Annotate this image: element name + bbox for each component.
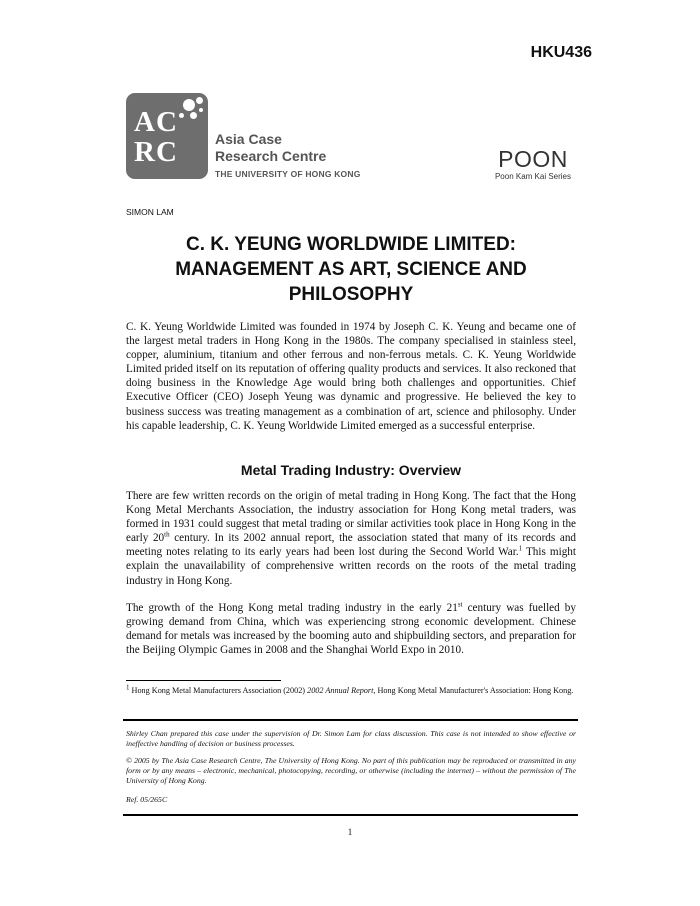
footnote-number: 1: [126, 683, 130, 692]
org-name-line2: Research Centre: [215, 148, 327, 164]
footnote-text: Hong Kong Metal Manufacturers Association (2002): [129, 686, 308, 695]
section-heading: Metal Trading Industry: Overview: [240, 462, 462, 478]
body-paragraph: [126, 489, 576, 588]
footnote: [126, 685, 576, 696]
body-paragraph: [126, 601, 576, 657]
org-name-line1: Asia Case: [215, 131, 282, 147]
body-text: There are few written records on the origin of metal trading in Hong Kong. The fact that the Hong Kong Metal Merchants Association, the industry association for Hong Kong metal traders, was formed in 1931 could suggest that metal trading or similar activities took place in Hong Kong in the early 20: [126, 490, 576, 545]
case-code: HKU436: [530, 44, 592, 61]
org-name-block: [215, 131, 361, 179]
logo-dot: [196, 97, 203, 104]
title-line2: MANAGEMENT AS ART, SCIENCE AND: [175, 259, 527, 280]
logo-dot: [190, 112, 197, 119]
copyright-notice: © 2005 by The Asia Case Research Centre, The University of Hong Kong. No part of this publication may be reproduced or transmitted in any form or by any means – electronic, mechanical, photocopying, recording, or otherwise (including the internet) – without the permission of The University of Hong Kong.: [126, 756, 576, 786]
title-line3: PHILOSOPHY: [288, 284, 414, 305]
poon-wordmark: POON: [498, 146, 568, 172]
logo-letters: [134, 107, 178, 167]
logo-dot: [183, 99, 195, 111]
logo-letters-line1: AC: [134, 106, 178, 138]
author-name: SIMON LAM: [126, 207, 174, 217]
footnote-divider: [126, 680, 281, 681]
body-text: century. In its 2002 annual report, the association stated that many of its records and meeting notes relating to its early years had been lost during the Second World War.: [126, 532, 577, 559]
superscript: th: [164, 530, 170, 539]
logo-dot: [199, 108, 203, 112]
intro-paragraph: C. K. Yeung Worldwide Limited was founded in 1974 by Joseph C. K. Yeung and became one of the largest metal traders in Hong Kong in the 1980s. The company specialised in stainless steel, copper, aluminium, titanium and other ferrous and non-ferrous metals. C. K. Yeung Worldwide Limited prided itself on its reputation of offering quality products and services. It also reckoned that doing business in the Knowledge Age would bring both challenges and opportunities. Chief Executive Officer (CEO) Joseph Yeung was dynamic and progressive. He believed the key to business success was treating management as a combination of art, science and philosophy. Under his capable leadership, C. K. Yeung Worldwide Limited emerged as a successful enterprise.: [126, 321, 576, 432]
footer-divider-bottom: [123, 814, 578, 816]
logo-dot: [179, 113, 184, 118]
logo-letters-line2: RC: [134, 136, 178, 168]
page-number: 1: [347, 827, 353, 837]
footnote-title: 2002 Annual Report: [307, 686, 374, 695]
preparation-note: Shirley Chan prepared this case under the supervision of Dr. Simon Lam for class discussion. This case is not intended to show effective or ineffective handling of decision or business processes.: [126, 729, 576, 749]
acrc-logo: [126, 93, 208, 179]
document-title: [126, 232, 576, 307]
body-text: century was fuelled by growing demand from China, which was experiencing strong economic development. Chinese demand for metals was increased by the booming auto and shipbuilding sectors, and preparation for the Beijing Olympic Games in 2008 and the Shanghai World Expo in 2010.: [126, 602, 576, 657]
reference-number: Ref. 05/265C: [126, 795, 168, 804]
body-text: The growth of the Hong Kong metal trading industry in the early 21: [126, 602, 458, 614]
footer-divider-top: [123, 719, 578, 721]
poon-series-logo: [488, 147, 578, 181]
body-text: This might explain the unavailability of comprehensive written records on the roots of the metal trading industry in Hong Kong.: [126, 546, 576, 587]
footnote-marker: 1: [518, 544, 523, 553]
org-university: THE UNIVERSITY OF HONG KONG: [215, 169, 361, 179]
superscript: st: [457, 600, 463, 609]
title-line1: C. K. YEUNG WORLDWIDE LIMITED:: [185, 234, 517, 255]
footnote-text: , Hong Kong Metal Manufacturer's Association: Hong Kong.: [373, 686, 574, 695]
poon-series-subtitle: Poon Kam Kai Series: [494, 172, 572, 181]
